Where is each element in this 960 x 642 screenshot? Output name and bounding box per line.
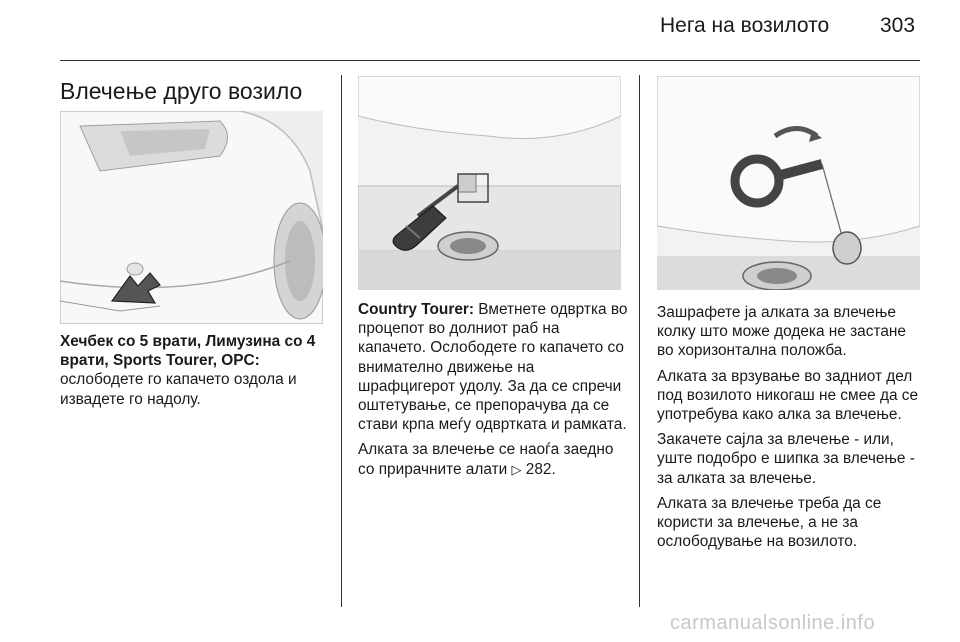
reference-arrow-icon[interactable]: ▷ xyxy=(511,461,522,477)
col2-p1-text: Вметнете одвртка во процепот во долниот раб на капачето. Ослободете го капачето со внимателно движење на шрафцигерот удолу. За да се спречи оштетување, се препорачува да се стави крпа меѓу одвртката и рамката. xyxy=(358,301,628,434)
col3-paragraph-2: Алката за врзување во задниот дел под возилото никогаш не смее да се употребува како алка за влечење. xyxy=(657,367,919,424)
col2-paragraph-1 xyxy=(358,300,628,434)
col3-paragraph-4: Алката за влечење треба да се користи за влечење, а не за ослободување на возилото. xyxy=(657,494,882,551)
header-title: Нега на возилото xyxy=(660,14,830,37)
figure-towing-eye xyxy=(657,76,920,290)
col3-paragraph-3: Закачете сајла за влечење - или, уште подобро е шипка за влечење - за алката за влечење. xyxy=(657,431,915,487)
caption-1-bold: Хечбек со 5 врати, Лимузина со 4 врати, Sports Tourer, OPC: xyxy=(60,333,316,370)
col2-paragraph-2 xyxy=(358,440,628,478)
figure-screwdriver-bumper xyxy=(358,76,621,290)
watermark: carmanualsonline.info xyxy=(670,612,876,634)
col2-p2-text: Алката за влечење се наоѓа заедно со прирачните алати xyxy=(358,441,614,478)
column-divider-1 xyxy=(341,75,342,607)
page-number: 303 xyxy=(880,14,916,37)
col3-paragraph-1: Зашрафете ја алката за влечење колку што може додека не застане во хоризонтална положба. xyxy=(657,304,906,360)
col2-p1-bold: Country Tourer: xyxy=(358,301,474,318)
caption-1-text: ослободете го капачето оздола и извадете го надолу. xyxy=(60,371,297,408)
figure-rear-bumper-cover xyxy=(60,111,323,324)
column-divider-2 xyxy=(639,75,640,607)
caption-1 xyxy=(60,332,325,409)
column-3-text xyxy=(657,303,923,557)
header-rule xyxy=(60,60,920,61)
column-1-text xyxy=(60,332,325,415)
column-2-text xyxy=(358,300,628,485)
page-reference-link[interactable]: 282. xyxy=(525,460,556,478)
section-title: Влечење друго возило xyxy=(60,78,303,104)
